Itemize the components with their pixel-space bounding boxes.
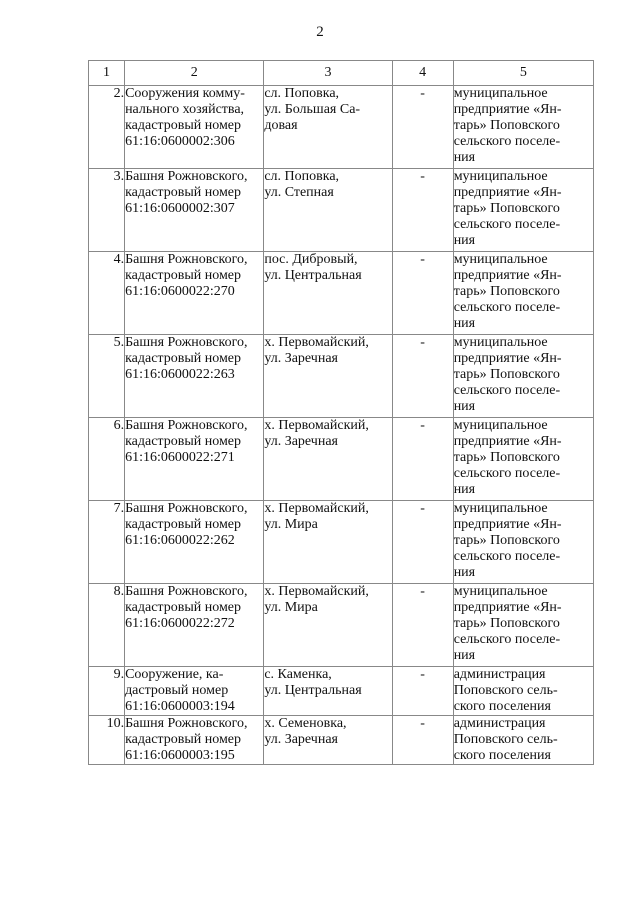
- owner-line: ния: [453, 648, 476, 663]
- row-number: 9.: [89, 667, 125, 716]
- owner-cell: [453, 169, 593, 252]
- object-line: 61:16:0600002:307: [125, 201, 235, 216]
- object-line: 61:16:0600003:195: [125, 748, 235, 763]
- address-cell: [264, 418, 392, 501]
- owner-line: предприятие «Ян-: [453, 102, 562, 117]
- owner-line: Поповского сель-: [453, 732, 558, 747]
- owner-line: тарь» Поповского: [453, 201, 560, 216]
- object-line: 61:16:0600022:263: [125, 367, 235, 382]
- address-cell: [264, 335, 392, 418]
- owner-line: Поповского сель-: [453, 683, 558, 698]
- owner-line: ского поселения: [453, 699, 551, 714]
- object-line: кадастровый номер: [125, 118, 242, 133]
- object-cell: [125, 86, 264, 169]
- object-line: 61:16:0600003:194: [125, 699, 235, 714]
- owner-cell: [453, 335, 593, 418]
- address-line: х. Первомайский,: [264, 584, 369, 599]
- col4-cell: -: [392, 667, 453, 716]
- owner-line: тарь» Поповского: [453, 450, 560, 465]
- table-body: [89, 86, 594, 765]
- owner-line: муниципальное: [453, 86, 548, 101]
- row-number: 6.: [89, 418, 125, 501]
- owner-line: муниципальное: [453, 335, 548, 350]
- col4-cell: -: [392, 252, 453, 335]
- object-line: Башня Рожновского,: [125, 335, 248, 350]
- property-table: [88, 60, 594, 765]
- owner-cell: [453, 716, 593, 765]
- owner-line: ния: [453, 233, 476, 248]
- owner-line: предприятие «Ян-: [453, 434, 562, 449]
- address-cell: [264, 252, 392, 335]
- object-line: 61:16:0600002:306: [125, 134, 235, 149]
- col4-cell: -: [392, 86, 453, 169]
- owner-line: сельского поселе-: [453, 383, 561, 398]
- object-line: кадастровый номер: [125, 434, 242, 449]
- address-line: ул. Заречная: [264, 732, 338, 747]
- address-cell: [264, 584, 392, 667]
- object-cell: [125, 252, 264, 335]
- owner-line: администрация: [453, 667, 546, 682]
- object-cell: [125, 169, 264, 252]
- col4-cell: -: [392, 584, 453, 667]
- owner-cell: [453, 501, 593, 584]
- owner-line: ского поселения: [453, 748, 551, 763]
- owner-cell: [453, 86, 593, 169]
- owner-line: тарь» Поповского: [453, 284, 560, 299]
- address-line: сл. Поповка,: [264, 169, 340, 184]
- row-number: 7.: [89, 501, 125, 584]
- object-line: 61:16:0600022:271: [125, 450, 235, 465]
- owner-line: сельского поселе-: [453, 300, 561, 315]
- owner-line: сельского поселе-: [453, 549, 561, 564]
- col4-cell: -: [392, 501, 453, 584]
- owner-line: сельского поселе-: [453, 134, 561, 149]
- owner-line: тарь» Поповского: [453, 367, 560, 382]
- address-line: ул. Большая Са-: [264, 102, 361, 117]
- address-line: х. Первомайский,: [264, 335, 369, 350]
- table-row: [89, 584, 594, 667]
- table-row: [89, 86, 594, 169]
- header-row: [89, 61, 594, 86]
- table-row: [89, 169, 594, 252]
- header-col-2: 2: [125, 61, 264, 86]
- address-line: х. Первомайский,: [264, 418, 369, 433]
- col4-cell: -: [392, 418, 453, 501]
- table-row: [89, 501, 594, 584]
- owner-line: предприятие «Ян-: [453, 600, 562, 615]
- address-line: довая: [264, 118, 298, 133]
- address-line: ул. Мира: [264, 600, 318, 615]
- address-cell: [264, 169, 392, 252]
- row-number: 5.: [89, 335, 125, 418]
- table-row: [89, 716, 594, 765]
- owner-line: администрация: [453, 716, 546, 731]
- row-number: 3.: [89, 169, 125, 252]
- address-cell: [264, 716, 392, 765]
- object-line: кадастровый номер: [125, 600, 242, 615]
- owner-line: тарь» Поповского: [453, 616, 560, 631]
- address-line: ул. Мира: [264, 517, 318, 532]
- owner-line: тарь» Поповского: [453, 118, 560, 133]
- address-line: сл. Поповка,: [264, 86, 340, 101]
- object-line: дастровый номер: [125, 683, 229, 698]
- owner-cell: [453, 252, 593, 335]
- header-col-5: 5: [453, 61, 593, 86]
- object-line: Башня Рожновского,: [125, 252, 248, 267]
- object-line: Башня Рожновского,: [125, 418, 248, 433]
- object-line: Башня Рожновского,: [125, 716, 248, 731]
- header-col-1: 1: [89, 61, 125, 86]
- table-row: [89, 252, 594, 335]
- table-row: [89, 418, 594, 501]
- owner-line: муниципальное: [453, 169, 548, 184]
- address-line: с. Каменка,: [264, 667, 332, 682]
- object-line: кадастровый номер: [125, 517, 242, 532]
- address-line: ул. Центральная: [264, 683, 362, 698]
- owner-line: ния: [453, 482, 476, 497]
- header-col-3: 3: [264, 61, 392, 86]
- table-row: [89, 335, 594, 418]
- object-line: кадастровый номер: [125, 185, 242, 200]
- object-line: нального хозяйства,: [125, 102, 245, 117]
- object-cell: [125, 716, 264, 765]
- object-line: Башня Рожновского,: [125, 584, 248, 599]
- owner-line: муниципальное: [453, 501, 548, 516]
- owner-line: сельского поселе-: [453, 632, 561, 647]
- object-line: Сооружения комму-: [125, 86, 245, 101]
- address-line: ул. Степная: [264, 185, 334, 200]
- object-line: 61:16:0600022:272: [125, 616, 235, 631]
- owner-line: ния: [453, 150, 476, 165]
- owner-line: ния: [453, 565, 476, 580]
- address-cell: [264, 501, 392, 584]
- owner-line: тарь» Поповского: [453, 533, 560, 548]
- owner-cell: [453, 667, 593, 716]
- object-cell: [125, 418, 264, 501]
- owner-line: предприятие «Ян-: [453, 351, 562, 366]
- address-line: х. Семеновка,: [264, 716, 347, 731]
- address-cell: [264, 86, 392, 169]
- owner-cell: [453, 418, 593, 501]
- object-line: Башня Рожновского,: [125, 169, 248, 184]
- owner-line: предприятие «Ян-: [453, 517, 562, 532]
- col4-cell: -: [392, 335, 453, 418]
- object-line: Сооружение, ка-: [125, 667, 224, 682]
- owner-line: сельского поселе-: [453, 217, 561, 232]
- object-line: кадастровый номер: [125, 351, 242, 366]
- row-number: 8.: [89, 584, 125, 667]
- object-cell: [125, 335, 264, 418]
- owner-line: ния: [453, 316, 476, 331]
- owner-line: сельского поселе-: [453, 466, 561, 481]
- object-line: 61:16:0600022:262: [125, 533, 235, 548]
- owner-cell: [453, 584, 593, 667]
- object-line: 61:16:0600022:270: [125, 284, 235, 299]
- owner-line: муниципальное: [453, 418, 548, 433]
- address-line: ул. Заречная: [264, 434, 338, 449]
- row-number: 4.: [89, 252, 125, 335]
- header-col-4: 4: [392, 61, 453, 86]
- col4-cell: -: [392, 716, 453, 765]
- object-line: кадастровый номер: [125, 732, 242, 747]
- address-line: х. Первомайский,: [264, 501, 369, 516]
- object-line: кадастровый номер: [125, 268, 242, 283]
- owner-line: муниципальное: [453, 252, 548, 267]
- address-cell: [264, 667, 392, 716]
- col4-cell: -: [392, 169, 453, 252]
- page-number: 2: [316, 24, 324, 40]
- address-line: ул. Центральная: [264, 268, 362, 283]
- object-cell: [125, 501, 264, 584]
- address-line: ул. Заречная: [264, 351, 338, 366]
- row-number: 10.: [89, 716, 125, 765]
- table-row: [89, 667, 594, 716]
- row-number: 2.: [89, 86, 125, 169]
- object-cell: [125, 584, 264, 667]
- owner-line: предприятие «Ян-: [453, 268, 562, 283]
- owner-line: предприятие «Ян-: [453, 185, 562, 200]
- object-line: Башня Рожновского,: [125, 501, 248, 516]
- owner-line: ния: [453, 399, 476, 414]
- address-line: пос. Дибровый,: [264, 252, 358, 267]
- object-cell: [125, 667, 264, 716]
- owner-line: муниципальное: [453, 584, 548, 599]
